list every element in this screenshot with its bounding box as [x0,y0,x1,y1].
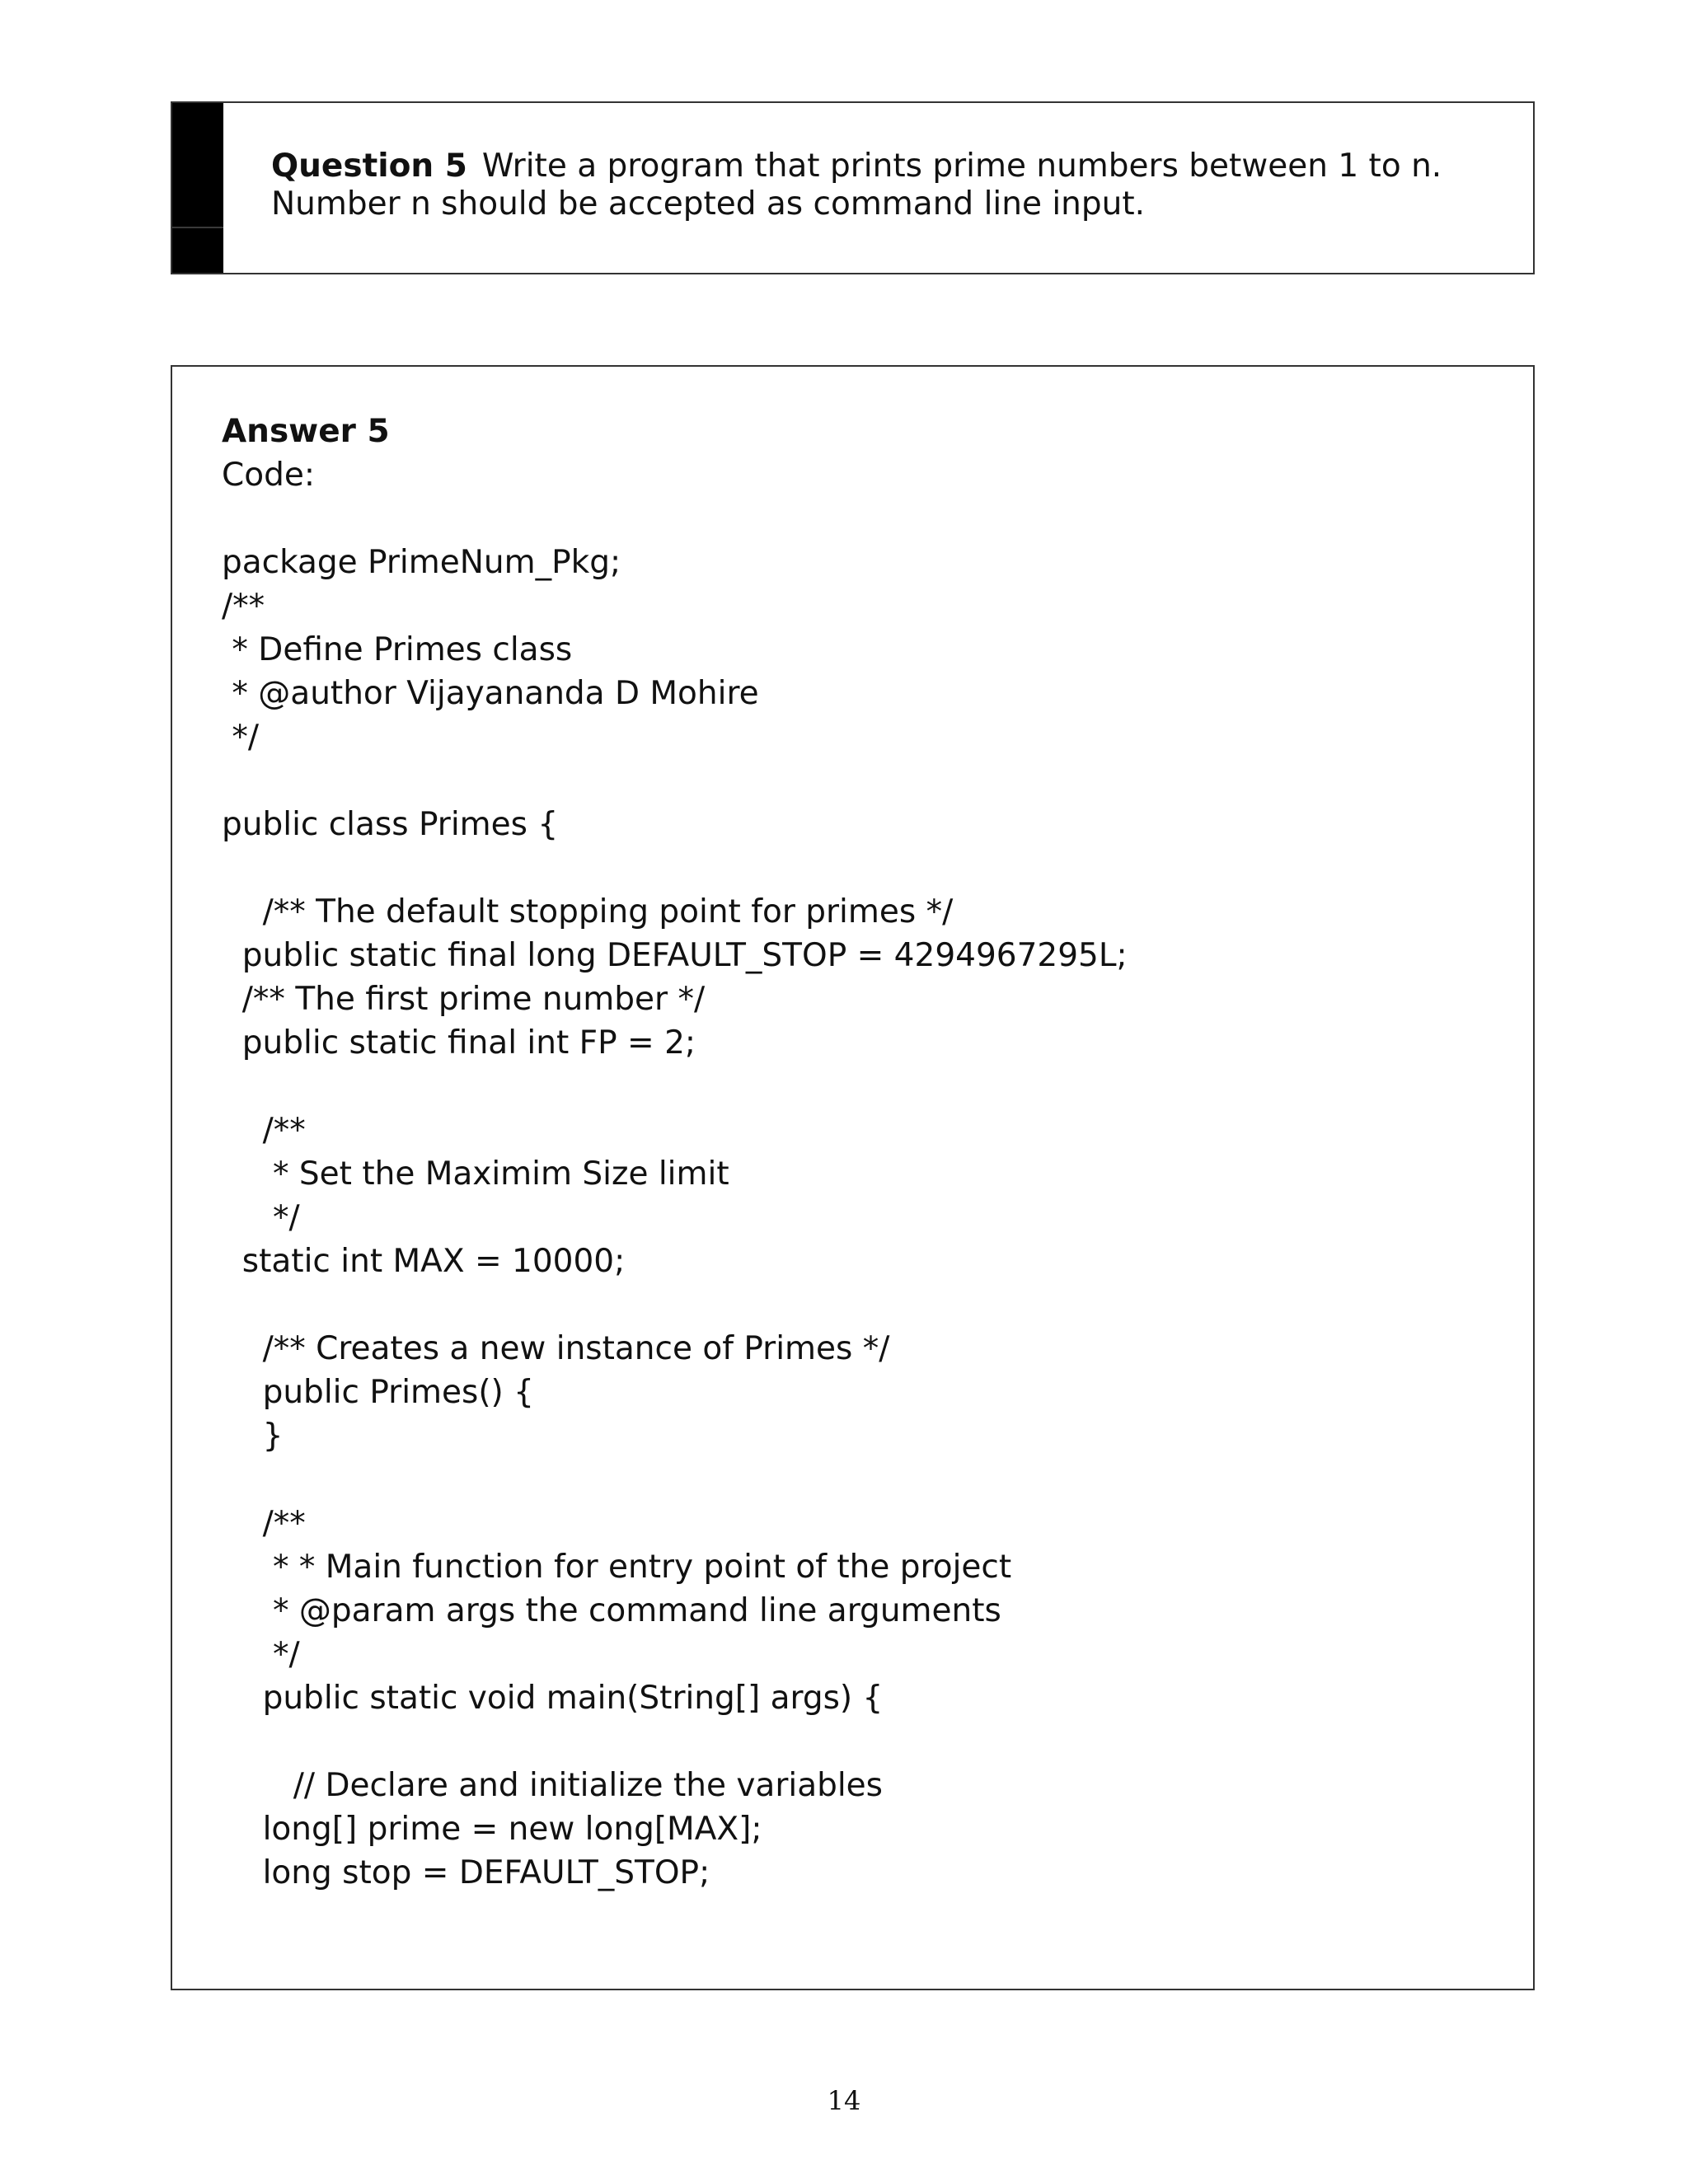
answer-title: Answer 5 [222,413,390,450]
code-line: } [222,1418,284,1455]
code-line: */ [222,1199,300,1236]
code-line: public static final int FP = 2; [222,1024,696,1062]
question-box [171,101,1535,274]
code-line: public Primes() { [222,1374,534,1411]
question-text-block [271,148,1507,223]
question-text: Write a program that prints prime numbers between 1 to n. Number n should be accepted as command line input. [271,148,1442,223]
question-label: Question 5 [271,148,467,185]
code-line: long[] prime = new long[MAX]; [222,1811,762,1848]
code-line: static int MAX = 10000; [222,1243,626,1280]
code-line: // Declare and initialize the variables [222,1767,883,1804]
code-line [222,1283,1499,1327]
code-line: * Define Primes class [222,631,573,668]
code-line [222,1458,1499,1502]
code-line: /** [222,1505,306,1542]
code-line: * * Main function for entry point of the project [222,1549,1012,1586]
code-label: Code: [222,457,315,494]
code-line [222,1720,1499,1764]
code-line: package PrimeNum_Pkg; [222,544,621,581]
code-line [222,1065,1499,1108]
code-line: public class Primes { [222,806,559,843]
code-line: */ [222,719,260,756]
code-line: * @param args the command line arguments [222,1592,1001,1629]
answer-box [171,365,1535,1990]
code-line: public static void main(String[] args) { [222,1680,884,1717]
code-line: /** [222,1112,306,1149]
code-line: /** [222,588,265,625]
code-line: * @author Vijayananda D Mohire [222,675,759,712]
code-line: public static final long DEFAULT_STOP = 4294967295L; [222,937,1128,974]
code-line [222,759,1499,803]
side-bar-divider [172,227,223,228]
code-line: * Set the Maximim Size limit [222,1155,729,1193]
page-number: 14 [827,2085,861,2116]
code-line: /** The first prime number */ [222,981,706,1018]
code-line [222,846,1499,890]
code-line: long stop = DEFAULT_STOP; [222,1854,710,1891]
code-line [222,497,1499,541]
answer-content [222,410,1499,1895]
code-block [222,497,1499,1895]
code-line: /** Creates a new instance of Primes */ [222,1330,890,1367]
code-line: */ [222,1636,300,1673]
code-line: /** The default stopping point for primes */ [222,893,954,930]
question-side-bar [172,103,223,273]
